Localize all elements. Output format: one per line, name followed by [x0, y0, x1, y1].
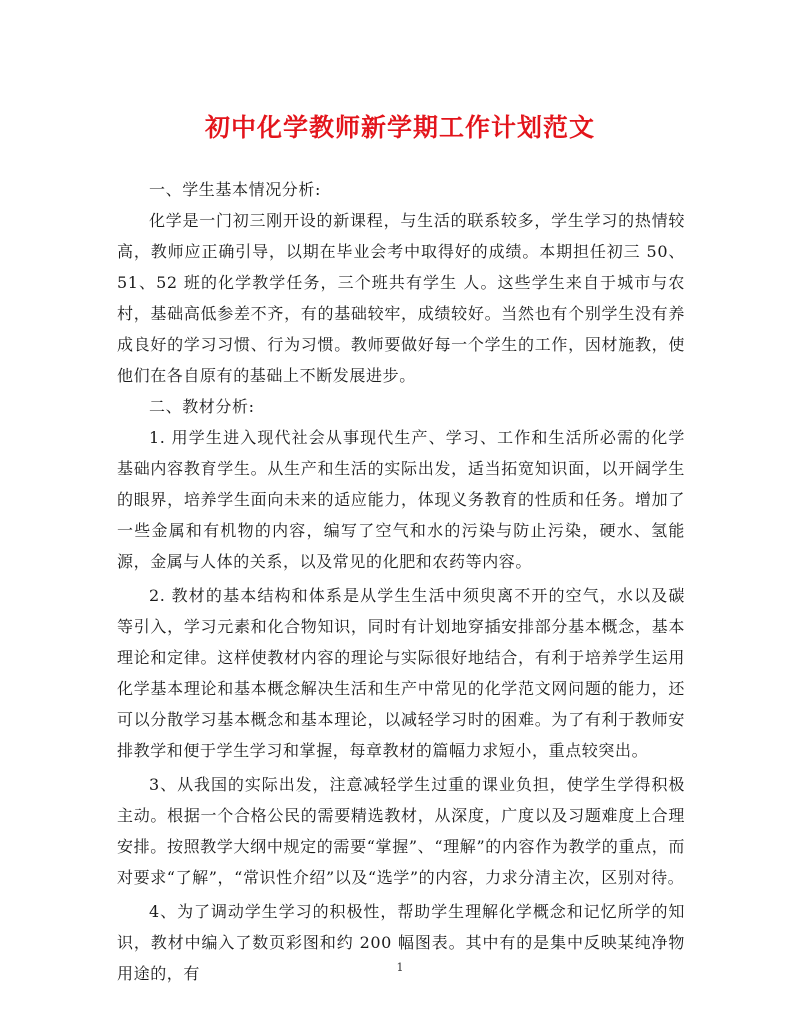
paragraph-student-analysis: 化学是一门初三刚开设的新课程，与生活的联系较多，学生学习的热情较高，教师应正确引导，以期在毕业会考中取得好的成绩。本期担任初三 50、51、52 班的化学教学任务，三个班共有学生 人。这些学生来自于城市与农村，基础高低参差不齐，有的基础较牢，成绩较好。当然也有个别学生没有养成良好的学习习惯、行为习惯。教师要做好每一个学生的工作，因材施教，使他们在各自原有的基础上不断发展进步。 — [117, 211, 685, 385]
paragraph-textbook-point-3: 3、从我国的实际出发，注意减轻学生过重的课业负担，使学生学得积极主动。根据一个合格公民的需要精选教材，从深度，广度以及习题难度上合理安排。按照教学大纲中规定的需要“掌握”、“理解”的内容作为教学的重点，而对要求“了解”，“常识性介绍”以及“选学”的内容，力求分清主次，区别对待。 — [117, 775, 685, 887]
paragraph-textbook-point-2: 2. 教材的基本结构和体系是从学生生活中须臾离不开的空气，水以及碳等引入，学习元素和化合物知识，同时有计划地穿插安排部分基本概念，基本理论和定律。这样使教材内容的理论与实际很好地结合，有利于培养学生运用化学基本理论和基本概念解决生活和生产中常见的化学范文网问题的能力，还可以分散学习基本概念和基本理论，以减轻学习时的困难。为了有利于教师安排教学和便于学生学习和掌握，每章教材的篇幅力求短小，重点较突出。 — [117, 586, 685, 760]
paragraph-textbook-point-4: 4、为了调动学生学习的积极性，帮助学生理解化学概念和记忆所学的知识，教材中编入了数页彩图和约 200 幅图表。其中有的是集中反映某纯净物用途的，有 — [117, 902, 685, 983]
section-heading-textbook-analysis: 二、教材分析: — [149, 397, 255, 416]
document-body — [117, 174, 685, 989]
page-number: 1 — [396, 961, 404, 974]
section-heading-student-analysis: 一、学生基本情况分析: — [149, 180, 321, 199]
document-title: 初中化学教师新学期工作计划范文 — [204, 113, 595, 142]
paragraph-textbook-point-1: 1. 用学生进入现代社会从事现代生产、学习、工作和生活所必需的化学基础内容教育学生。从生产和生活的实际出发，适当拓宽知识面，以开阔学生的眼界，培养学生面向未来的适应能力，体现义务教育的性质和任务。增加了一些金属和有机物的内容，编写了空气和水的污染与防止污染，硬水、氢能源，金属与人体的关系，以及常见的化肥和农药等内容。 — [117, 428, 685, 571]
